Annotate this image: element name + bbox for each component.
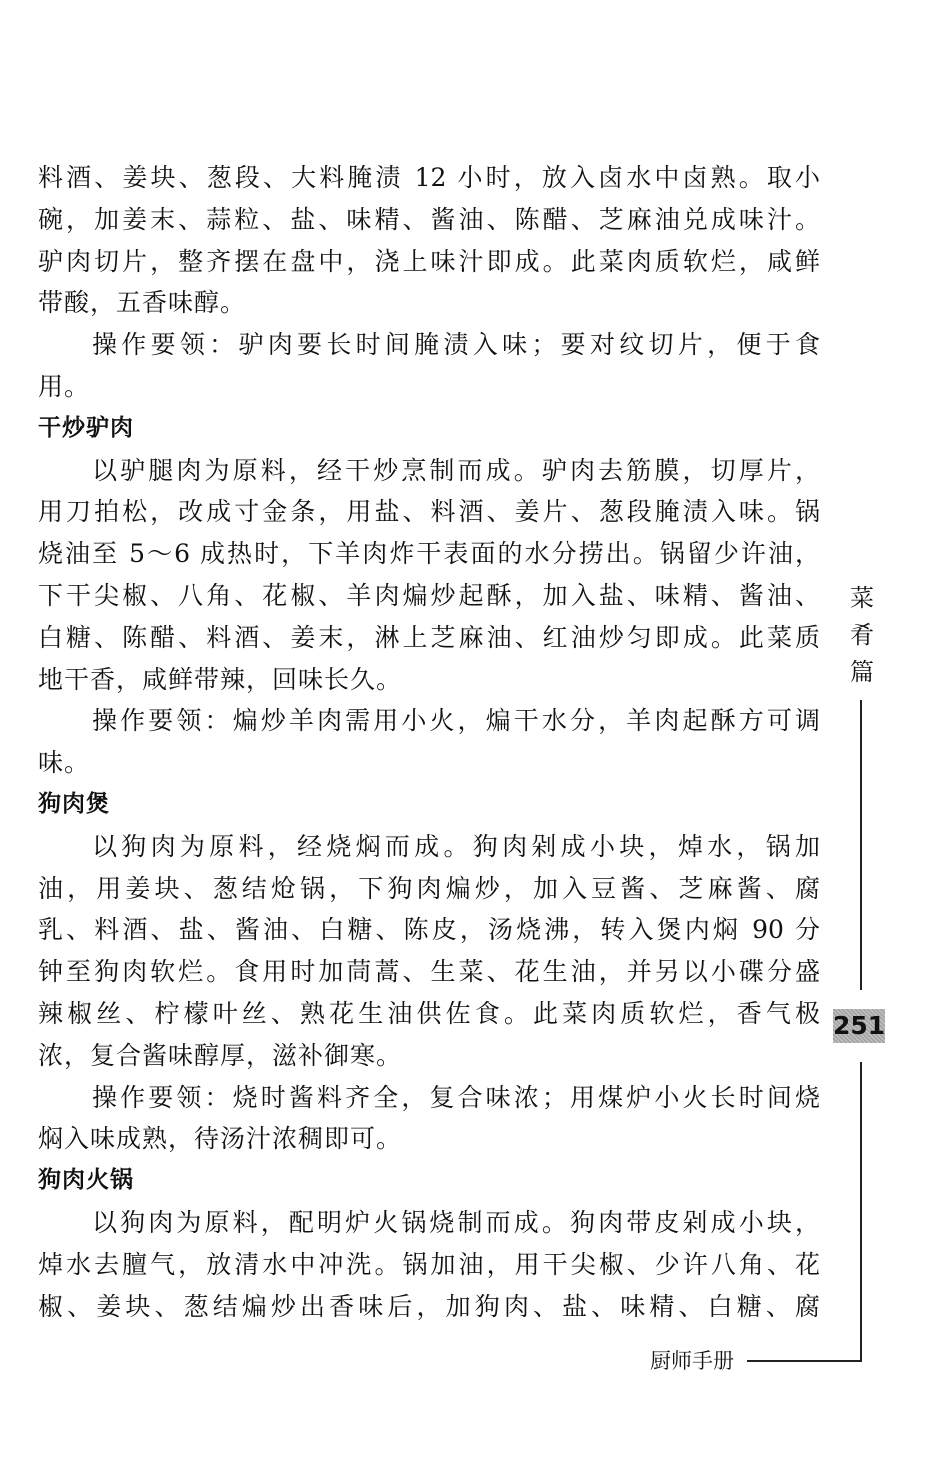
text-line: 操作要领：驴肉要长时间腌渍入味；要对纹切片，便于食 — [92, 330, 820, 360]
text-line: 椒、姜块、葱结煸炒出香味后，加狗肉、盐、味精、白糖、腐 — [38, 1291, 820, 1321]
section-heading: 干炒驴肉 — [38, 414, 134, 441]
text-line: 油，用姜块、葱结炝锅，下狗肉煸炒，加入豆酱、芝麻酱、腐 — [38, 873, 820, 903]
text-line: 操作要领：烧时酱料齐全，复合味浓；用煤炉小火长时间烧 — [92, 1082, 820, 1112]
text-line: 浓，复合酱味醇厚，滋补御寒。 — [38, 1040, 403, 1070]
text-line: 用刀拍松，改成寸金条，用盐、料酒、姜片、葱段腌渍入味。锅 — [38, 497, 820, 527]
text-line: 下干尖椒、八角、花椒、羊肉煸炒起酥，加入盐、味精、酱油、 — [38, 580, 820, 610]
text-line: 辣椒丝、柠檬叶丝、熟花生油供佐食。此菜肉质软烂，香气极 — [38, 998, 820, 1028]
text-line: 操作要领：煸炒羊肉需用小火，煸干水分，羊肉起酥方可调 — [92, 706, 820, 736]
footer-label: 厨师手册 — [650, 1349, 734, 1373]
text-line: 味。 — [38, 748, 91, 778]
text-line: 碗，加姜末、蒜粒、盐、味精、酱油、陈醋、芝麻油兑成味汁。 — [38, 204, 820, 234]
text-line: 乳、料酒、盐、酱油、白糖、陈皮，汤烧沸，转入煲内焖 90 分 — [38, 915, 820, 945]
text-line: 白糖、陈醋、料酒、姜末，淋上芝麻油、红油炒匀即成。此菜质 — [38, 622, 820, 652]
section-heading: 狗肉煲 — [38, 790, 110, 817]
section-heading: 狗肉火锅 — [38, 1167, 134, 1194]
text-line: 焖入味成熟，待汤汁浓稠即可。 — [38, 1124, 403, 1154]
section-title: 菜肴篇 — [850, 584, 874, 686]
text-line: 地干香，咸鲜带辣，回味长久。 — [38, 664, 403, 694]
page-number: 251 — [833, 1009, 885, 1043]
text-line: 用。 — [38, 371, 91, 401]
text-line: 钟至狗肉软烂。食用时加茼蒿、生菜、花生油，并另以小碟分盛 — [38, 957, 820, 987]
text-line: 驴肉切片，整齐摆在盘中，浇上味汁即成。此菜肉质软烂，咸鲜 — [38, 246, 820, 276]
text-line: 以驴腿肉为原料，经干炒烹制而成。驴肉去筋膜，切厚片， — [92, 455, 820, 485]
page-body — [38, 157, 820, 1327]
text-line: 带酸，五香味醇。 — [38, 288, 247, 318]
text-line: 以狗肉为原料，配明炉火锅烧制而成。狗肉带皮剁成小块， — [92, 1207, 820, 1237]
margin-rule-lower — [860, 1062, 862, 1362]
text-line: 以狗肉为原料，经烧焖而成。狗肉剁成小块，焯水，锅加 — [92, 831, 820, 861]
margin-rule-upper — [860, 700, 862, 990]
footer-rule — [747, 1360, 862, 1362]
text-line: 焯水去膻气，放清水中冲洗。锅加油，用干尖椒、少许八角、花 — [38, 1249, 820, 1279]
text-line: 料酒、姜块、葱段、大料腌渍 12 小时，放入卤水中卤熟。取小 — [38, 163, 820, 192]
text-line: 烧油至 5～6 成热时，下羊肉炸干表面的水分捞出。锅留少许油， — [38, 539, 820, 569]
